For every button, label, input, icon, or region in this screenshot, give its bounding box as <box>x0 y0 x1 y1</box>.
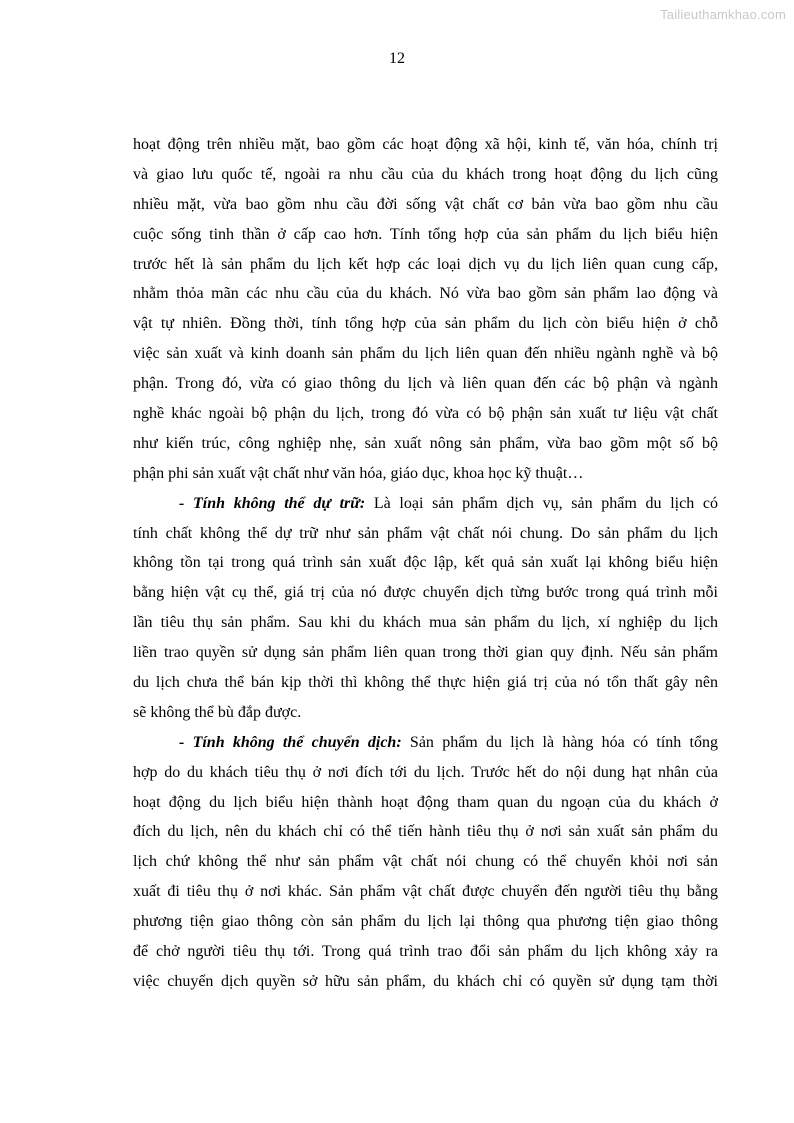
text-line: vật tự nhiên. Đồng thời, tính tổng hợp của sản phẩm du lịch còn biểu hiện ở chỗ <box>133 315 718 333</box>
text-line: xuất đi tiêu thụ ở nơi khác. Sản phẩm vật chất được chuyển đến người tiêu thụ bằng <box>133 883 718 901</box>
text-line: cuộc sống tinh thần ở cấp cao hơn. Tính tổng hợp của sản phẩm du lịch biểu hiện <box>133 225 718 243</box>
text-line: đích du lịch, nên du khách chỉ có thể tiến hành tiêu thụ ở nơi sản xuất sản phẩm du <box>133 823 718 841</box>
text-line: để chở người tiêu thụ tới. Trong quá trình trao đổi sản phẩm du lịch không xảy ra <box>133 943 718 961</box>
text-line: lần tiêu thụ sản phẩm. Sau khi du khách mua sản phẩm du lịch, xí nghiệp du lịch <box>133 614 718 632</box>
text-line: sẽ không thể bù đắp được. <box>133 703 302 721</box>
watermark: Tailieuthamkhao.com <box>660 7 786 22</box>
text-line: hợp do du khách tiêu thụ ở nơi đích tới du lịch. Trước hết do nội dung hạt nhân của <box>133 763 718 781</box>
text-line: và giao lưu quốc tế, ngoài ra nhu cầu của du khách trong hoạt động du lịch cũng <box>133 165 718 183</box>
text-line: phận. Trong đó, vừa có giao thông du lịch và liên quan đến các bộ phận và ngành <box>133 375 718 393</box>
section-heading: - Tính không thể dự trữ: <box>179 494 366 512</box>
text-line: bằng hiện vật cụ thể, giá trị của nó được chuyển dịch từng bước trong quá trình mỗi <box>133 584 718 602</box>
section-heading: - Tính không thể chuyển dịch: <box>179 733 402 751</box>
text-line: hoạt động du lịch biểu hiện thành hoạt động tham quan du ngoạn của du khách ở <box>133 793 718 811</box>
page-number: 12 <box>389 50 405 67</box>
text-line: việc chuyển dịch quyền sở hữu sản phẩm, du khách chỉ có quyền sử dụng tạm thời <box>133 972 718 990</box>
text-line: lịch chứ không thể như sản phẩm vật chất nói chung có thể chuyển khỏi nơi sản <box>133 853 718 871</box>
text-run: Là loại sản phẩm dịch vụ, sản phẩm du lịch có <box>365 494 718 512</box>
text-line: nhiều mặt, vừa bao gồm nhu cầu đời sống vật chất cơ bản vừa bao gồm nhu cầu <box>133 195 718 213</box>
text-line: du lịch chưa thể bán kịp thời thì không thể thực hiện giá trị của nó tổn thất gây nên <box>133 674 718 692</box>
text-line: tính chất không thể dự trữ như sản phẩm vật chất nói chung. Do sản phẩm du lịch <box>133 524 718 542</box>
paragraph-non-transferable <box>133 728 718 997</box>
document-body <box>133 130 718 997</box>
text-line: phận phi sản xuất vật chất như văn hóa, giáo dục, khoa học kỹ thuật… <box>133 464 584 482</box>
text-line: liền trao quyền sử dụng sản phẩm liên quan trong thời gian quy định. Nếu sản phẩm <box>133 644 718 662</box>
text-line: hoạt động trên nhiều mặt, bao gồm các hoạt động xã hội, kinh tế, văn hóa, chính trị <box>133 136 718 153</box>
paragraph-non-storable <box>133 489 718 728</box>
text-line: nghề khác ngoài bộ phận du lịch, trong đó vừa có bộ phận sản xuất tư liệu vật chất <box>133 405 718 423</box>
text-line: phương tiện giao thông còn sản phẩm du lịch lại thông qua phương tiện giao thông <box>133 913 718 931</box>
paragraph-composite-nature <box>133 130 718 489</box>
paragraph-first-line <box>133 728 718 758</box>
text-line: việc sản xuất và kinh doanh sản phẩm du lịch liên quan đến nhiều ngành nghề và bộ <box>133 345 718 363</box>
text-run: Sản phẩm du lịch là hàng hóa có tính tổng <box>401 733 719 751</box>
text-line: như kiến trúc, công nghiệp nhẹ, sản xuất nông sản phẩm, vừa bao gồm một số bộ <box>133 434 718 452</box>
text-line: nhằm thỏa mãn các nhu cầu của du khách. Nó vừa bao gồm sản phẩm lao động và <box>133 285 718 303</box>
paragraph-first-line <box>133 489 718 519</box>
text-line: trước hết là sản phẩm du lịch kết hợp các loại dịch vụ du lịch liên quan cung cấp, <box>133 255 718 273</box>
text-line: không tồn tại trong quá trình sản xuất độc lập, kết quả sản xuất lại không biểu hiện <box>133 554 718 572</box>
